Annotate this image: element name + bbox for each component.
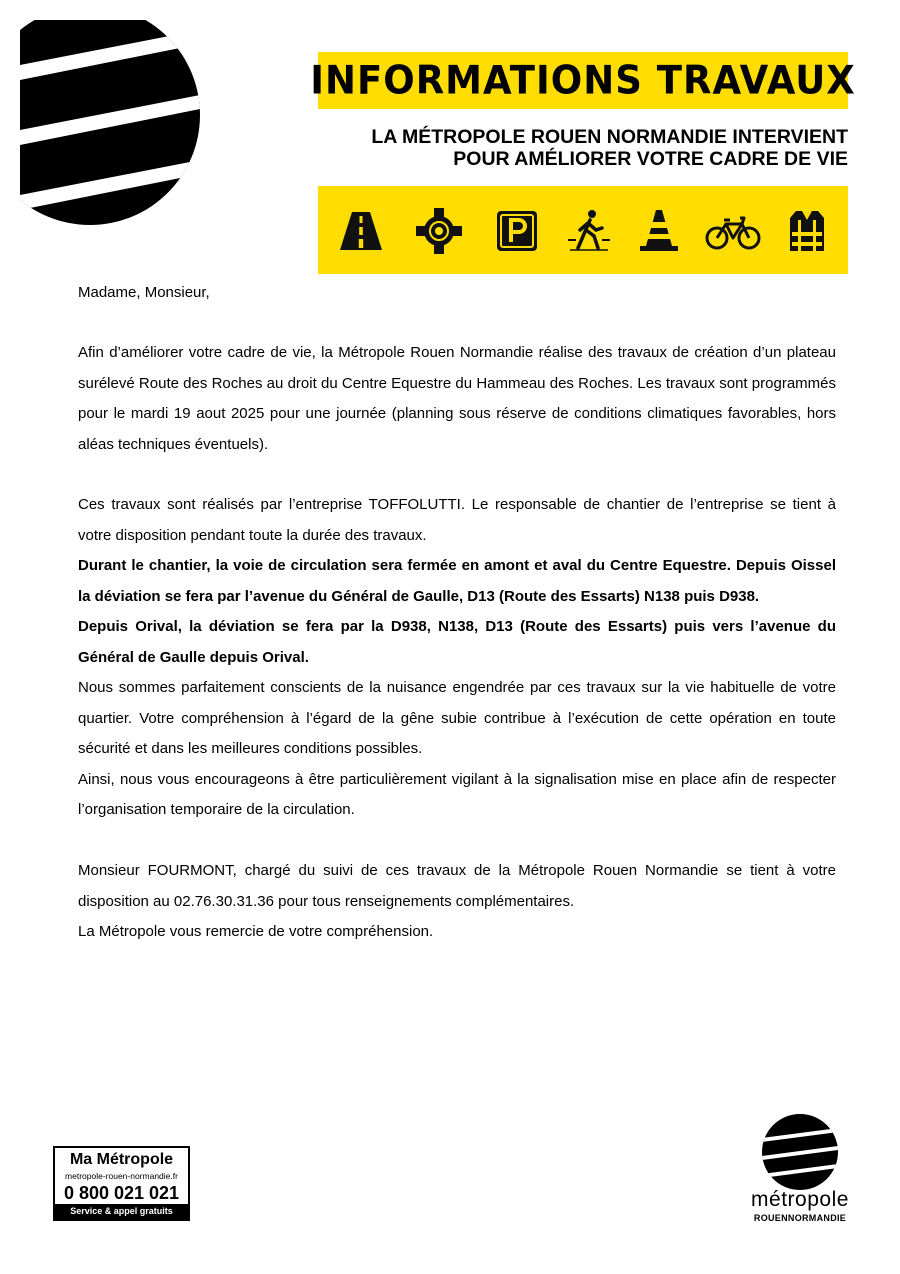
- bicycle-icon: [704, 208, 762, 254]
- paragraph-2: Ces travaux sont réalisés par l’entreprise TOFFOLUTTI. Le responsable de chantier de l’entreprise se tient à votre disposition pendant toute la durée des travaux.: [78, 496, 836, 544]
- traffic-cone-icon: [636, 208, 682, 254]
- ma-metropole-box: [53, 1146, 190, 1221]
- safety-vest-icon: [784, 208, 830, 254]
- title-band: [310, 52, 856, 109]
- pedestrian-icon: [566, 208, 612, 254]
- ma-metropole-title: Ma Métropole: [69, 1151, 174, 1168]
- metropole-disc-logo-icon: [20, 20, 200, 235]
- paragraph-7: Monsieur FOURMONT, chargé du suivi de ces travaux de la Métropole Rouen Normandie se tient à votre disposition au 02.76.30.31.36 pour tous renseignements complémentaires.: [78, 862, 836, 910]
- subtitle-line-2: POUR AMÉLIORER VOTRE CADRE DE VIE: [453, 148, 848, 170]
- paragraph-5: Nous sommes parfaitement conscients de la nuisance engendrée par ces travaux sur la vie habituelle de votre quartier. Votre compréhension à l’égard de la gêne subie contribue à l’exécution de cette opération en toute sécurité et dans les meilleures conditions possibles.: [78, 679, 836, 757]
- paragraph-8: La Métropole vous remercie de votre compréhension.: [78, 923, 434, 940]
- subtitle: [300, 126, 848, 170]
- logo-wordmark: métropole: [751, 1188, 849, 1211]
- letter-closing-block: [78, 856, 836, 948]
- letter-salutation: [78, 278, 836, 309]
- letter-paragraph-intro: [78, 338, 836, 460]
- paragraph-4-bold: Depuis Orival, la déviation se fera par la D938, N138, D13 (Route des Essarts) puis vers l’avenue du Général de Gaulle depuis Orival.: [78, 618, 836, 666]
- roundabout-icon: [416, 208, 462, 254]
- salutation-text: Madame, Monsieur,: [78, 284, 210, 301]
- ma-metropole-url: metropole-rouen-normandie.fr: [65, 1171, 178, 1181]
- subtitle-line-1: LA MÉTROPOLE ROUEN NORMANDIE INTERVIENT: [371, 126, 848, 148]
- paragraph-3-bold: Durant le chantier, la voie de circulation sera fermée en amont et aval du Centre Equestre. Depuis Oissel la déviation se fera par l’avenue du Général de Gaulle, D13 (Route des Essarts) N138 puis D938.: [78, 557, 836, 605]
- paragraph-6: Ainsi, nous vous encourageons à être particulièrement vigilant à la signalisation mise en place afin de respecter l’organisation temporaire de la circulation.: [78, 770, 836, 818]
- icon-band: [318, 186, 848, 274]
- metropole-logo-icon: [762, 1114, 838, 1190]
- logo-subtitle: ROUENNORMANDIE: [753, 1213, 847, 1223]
- letter-main-block: [78, 490, 836, 826]
- paragraph-1: Afin d’améliorer votre cadre de vie, la Métropole Rouen Normandie réalise des travaux de création d’un plateau surélevé Route des Roches au droit du Centre Equestre du Hammeau des Roches. Les travaux sont programmés pour le mardi 19 aout 2025 pour une journée (planning sous réserve de conditions climatiques favorables, hors aléas techniques éventuels).: [78, 344, 836, 453]
- ma-metropole-service: Service & appel gratuits: [55, 1204, 188, 1219]
- parking-icon: [494, 208, 540, 254]
- ma-metropole-phone: 0 800 021 021: [63, 1183, 180, 1203]
- page-title: INFORMATIONS TRAVAUX: [310, 57, 856, 104]
- road-icon: [338, 208, 384, 254]
